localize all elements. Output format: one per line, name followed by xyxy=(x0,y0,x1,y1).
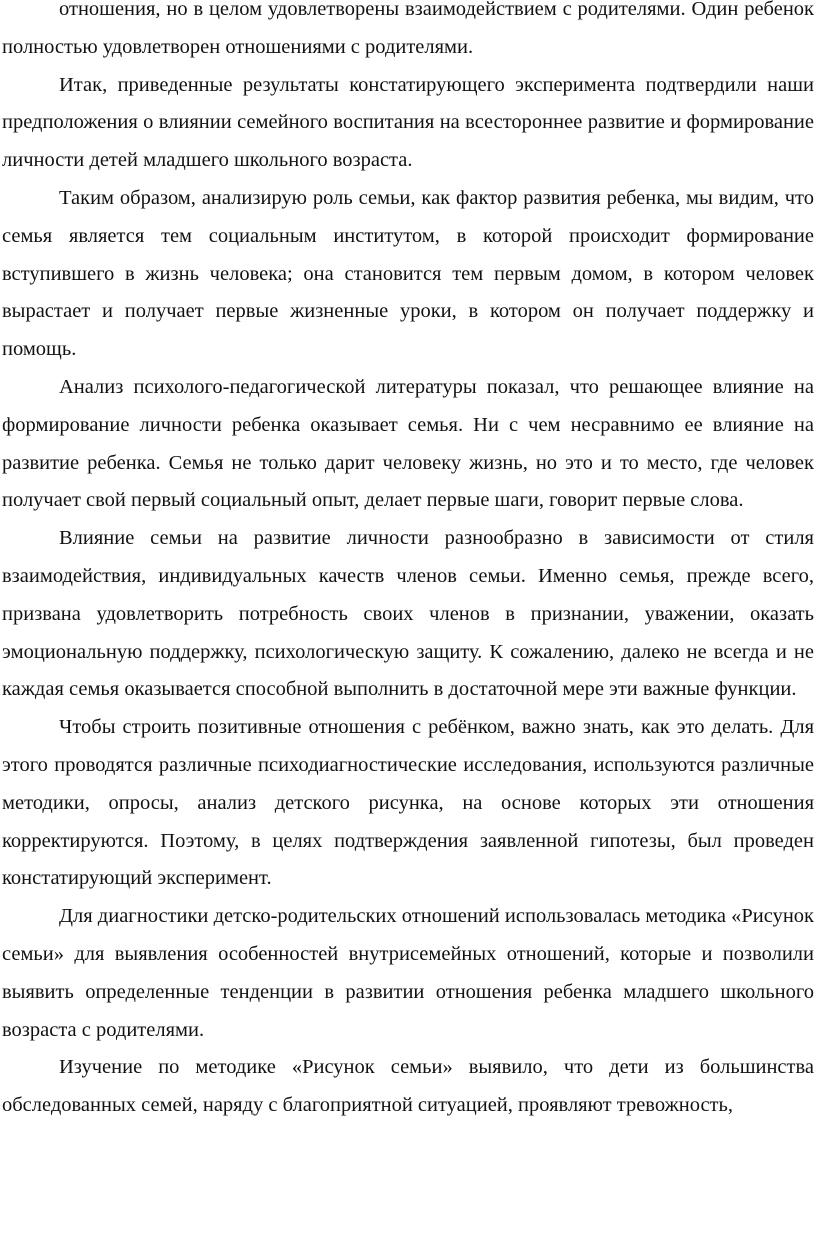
paragraph-family-influence: Влияние семьи на развитие личности разнообразно в зависимости от стиля взаимодействия, индивидуальных качеств членов семьи. Именно семья, прежде всего, призвана удовлетворить потребность своих членов в признании, уважении, оказать эмоциональную поддержку, психологическую защиту. К сожалению, далеко не всегда и не каждая семья оказывается способной выполнить в достаточной мере эти важные функции. xyxy=(2,527,814,701)
paragraph-diagnostics-method: Для диагностики детско-родительских отношений использовалась методика «Рисунок семьи» для выявления особенностей внутрисемейных отношений, которые и позволили выявить определенные тенденции в развитии отношения ребенка младшего школьного возраста с родителями. xyxy=(2,905,814,1041)
paragraph-positive-relations: Чтобы строить позитивные отношения с ребёнком, важно знать, как это делать. Для этого проводятся различные психодиагностические исследования, используются различные методики, опросы, анализ детского рисунка, на основе которых эти отношения корректируются. Поэтому, в целях подтверждения заявленной гипотезы, был проведен констатирующий эксперимент. xyxy=(2,716,814,890)
paragraph-family-role: Таким образом, анализирую роль семьи, как фактор развития ребенка, мы видим, что семья является тем социальным институтом, в которой происходит формирование вступившего в жизнь человека; она становится тем первым домом, в котором человек вырастает и получает первые жизненные уроки, в котором он получает поддержку и помощь. xyxy=(2,186,814,361)
paragraph-drawing-study: Изучение по методике «Рисунок семьи» выявило, что дети из большинства обследованных семей, наряду с благоприятной ситуацией, проявляют тревожность, xyxy=(2,1056,814,1117)
paragraph-continuation: отношения, но в целом удовлетворены взаимодействием с родителями. Один ребенок полностью удовлетворен отношениями с родителями. xyxy=(2,0,814,58)
paragraph-literature-analysis: Анализ психолого-педагогической литературы показал, что решающее влияние на формирование личности ребенка оказывает семья. Ни с чем несравнимо ее влияние на развитие ребенка. Семья не только дарит человеку жизнь, но это и то место, где человек получает свой первый социальный опыт, делает первые шаги, говорит первые слова. xyxy=(2,375,814,512)
paragraph-experiment-results: Итак, приведенные результаты констатирующего эксперимента подтвердили наши предположения о влиянии семейного воспитания на всестороннее развитие и формирование личности детей младшего школьного возраста. xyxy=(2,73,814,172)
